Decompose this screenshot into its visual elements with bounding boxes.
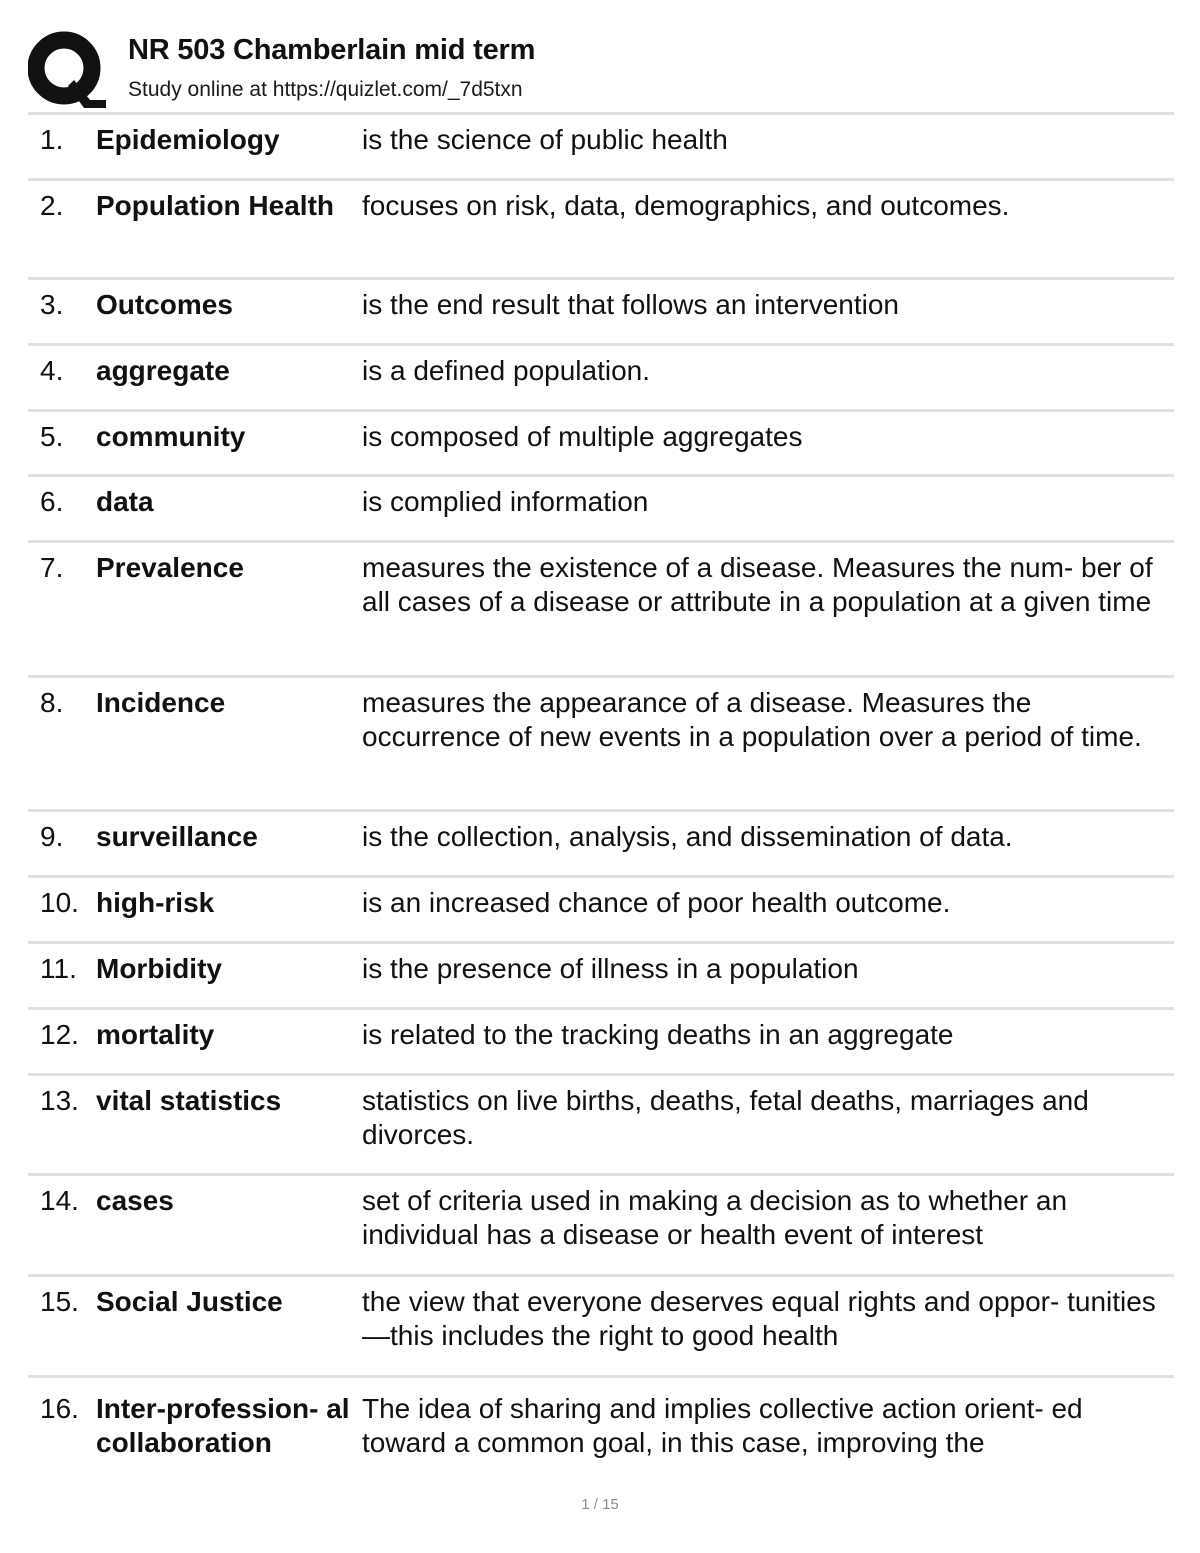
flashcard-row <box>28 878 1174 944</box>
flashcard-row <box>28 1076 1174 1176</box>
card-number: 3. <box>40 289 64 320</box>
card-definition: statistics on live births, deaths, fetal deaths, marriages and divorces. <box>362 1085 1089 1150</box>
card-definition: is the end result that follows an intervention <box>362 289 899 320</box>
card-number: 11. <box>40 953 77 984</box>
card-term: Social Justice <box>96 1286 283 1317</box>
card-definition: is an increased chance of poor health outcome. <box>362 887 951 918</box>
document-title: NR 503 Chamberlain mid term <box>128 34 536 66</box>
card-term: vital statistics <box>96 1085 282 1116</box>
card-number: 6. <box>40 486 64 517</box>
flashcard-row <box>28 412 1174 477</box>
card-number: 12. <box>40 1019 79 1050</box>
card-term: Incidence <box>96 687 226 718</box>
card-number: 14. <box>40 1185 79 1216</box>
card-number: 16. <box>40 1393 79 1424</box>
card-term: Population Health <box>96 190 334 221</box>
card-term: Epidemiology <box>96 124 280 155</box>
card-definition: is the science of public health <box>362 124 728 155</box>
flashcard-row <box>28 115 1174 181</box>
card-term: mortality <box>96 1019 215 1050</box>
card-term: Outcomes <box>96 289 233 320</box>
flashcard-row <box>28 477 1174 543</box>
card-definition: is complied information <box>362 486 649 517</box>
flashcard-row <box>28 1176 1174 1277</box>
flashcard-list <box>28 115 1174 1478</box>
card-number: 4. <box>40 355 64 386</box>
flashcard-row <box>28 543 1174 678</box>
card-definition: is the presence of illness in a population <box>362 953 859 984</box>
card-definition: is related to the tracking deaths in an aggregate <box>362 1019 954 1050</box>
flashcard-row <box>28 1378 1174 1478</box>
card-definition: set of criteria used in making a decision as to whether an individual has a disease or health event of interest <box>362 1185 1068 1250</box>
card-number: 7. <box>40 552 64 583</box>
card-definition: is a defined population. <box>362 355 650 386</box>
card-definition: focuses on risk, data, demographics, and outcomes. <box>362 190 1010 221</box>
flashcard-row <box>28 812 1174 878</box>
card-definition: is the collection, analysis, and dissemination of data. <box>362 821 1013 852</box>
card-definition: is composed of multiple aggregates <box>362 421 803 452</box>
card-number: 1. <box>40 124 64 155</box>
document-header <box>28 26 1174 112</box>
card-term: Inter-profession- al collaboration <box>96 1393 350 1458</box>
card-definition: measures the appearance of a disease. Measures the occurrence of new events in a population over a period of time. <box>362 687 1142 752</box>
card-number: 10. <box>40 887 79 918</box>
card-term: Prevalence <box>96 552 244 583</box>
card-number: 8. <box>40 687 64 718</box>
card-term: data <box>96 486 154 517</box>
card-number: 2. <box>40 190 64 221</box>
card-term: aggregate <box>96 355 230 386</box>
card-term: community <box>96 421 246 452</box>
page-indicator: 1 / 15 <box>581 1496 619 1513</box>
card-number: 15. <box>40 1286 79 1317</box>
flashcard-row <box>28 346 1174 412</box>
study-online-link[interactable]: Study online at https://quizlet.com/_7d5txn <box>128 78 523 101</box>
card-term: cases <box>96 1185 174 1216</box>
flashcard-row <box>28 181 1174 280</box>
card-term: Morbidity <box>96 953 222 984</box>
flashcard-row <box>28 280 1174 346</box>
card-definition: the view that everyone deserves equal rights and oppor- tunities —this includes the right to good health <box>362 1286 1156 1351</box>
card-number: 9. <box>40 821 64 852</box>
card-term: high-risk <box>96 887 215 918</box>
flashcard-row <box>28 678 1174 812</box>
flashcard-row <box>28 1010 1174 1076</box>
flashcard-row <box>28 1277 1174 1378</box>
card-definition: measures the existence of a disease. Measures the num- ber of all cases of a disease or attribute in a population at a given time <box>362 552 1153 617</box>
card-number: 5. <box>40 421 64 452</box>
card-term: surveillance <box>96 821 258 852</box>
card-definition: The idea of sharing and implies collective action orient- ed toward a common goal, in this case, improving the <box>362 1393 1083 1458</box>
quizlet-q-logo-icon <box>28 30 108 110</box>
card-number: 13. <box>40 1085 79 1116</box>
flashcard-row <box>28 944 1174 1010</box>
